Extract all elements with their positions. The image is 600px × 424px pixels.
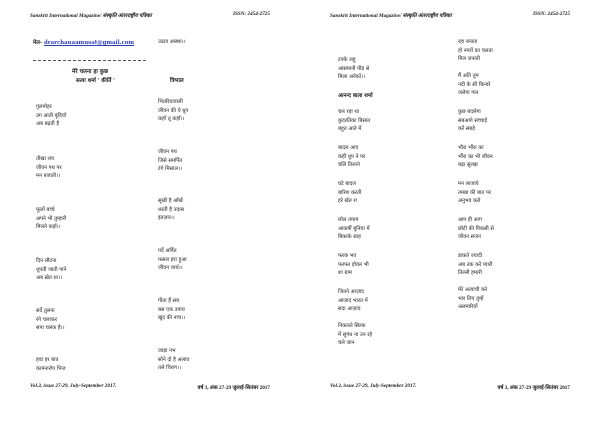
verse-line: आजाद भारत में [338, 297, 368, 304]
verse-line: चलि तिलाने [338, 162, 360, 169]
verse-line: जीवन पथ [158, 149, 177, 155]
stanza [338, 252, 369, 278]
verse-line: चल रहा था [338, 109, 359, 115]
stanza [158, 148, 182, 174]
verse-line: पर्दे अर्पित [158, 248, 177, 254]
verse-line: फरक भव [338, 253, 357, 259]
poem-title: मेरे चलना हा कुछ [72, 69, 109, 75]
verse-line: रहा बनाता [458, 39, 478, 45]
verse-line: धरती है उदास [158, 206, 185, 213]
verse-line: डाकते ज्यादी [458, 253, 483, 259]
stanza [458, 108, 487, 134]
volume-info-hindi: वर्ष 3, अंक 27-29 जुलाई-सितंबर 2017 [497, 385, 570, 391]
verse-line: सबआगे सच्चाई [458, 117, 487, 124]
issn: ISSN: 2454-2725 [532, 11, 570, 17]
verse-line: शा ग्राम [338, 270, 352, 277]
volume-info-hindi: वर्ष 3, अंक 27-29 जुलाई-सितंबर 2017 [197, 385, 270, 391]
verse-line: गुलमोहर [36, 104, 52, 110]
verse-line: अलमारियों [458, 304, 478, 311]
verse-line: कहाँ तू कहाँ।। [158, 116, 185, 123]
issn: ISSN: 2454-2725 [232, 11, 270, 17]
verse-line: जितने आज़ाद [338, 289, 364, 295]
verse-line: भितरियावाली [158, 99, 183, 105]
verse-line: नदी के सी किनारे [458, 81, 491, 88]
stanza [338, 288, 368, 314]
stanza [36, 103, 66, 129]
verse-line: उग आती बूंदियाँ [36, 112, 67, 119]
stanza [458, 72, 490, 98]
verse-line: निकलते सिल्क [338, 323, 366, 329]
verse-line: जीवन की ये धुन [158, 107, 189, 114]
verse-line: भार लिए तुम्हें [458, 295, 484, 302]
stanza [458, 180, 491, 206]
verse-line: लोल तमाम [338, 217, 359, 223]
verse-line: रंगे चलाकर [36, 316, 57, 323]
magazine-title: Sanskrit International Magazine/ संस्कृति अंतरराष्ट्रीय पत्रिका [30, 13, 152, 19]
verse-line: हो नगरों का चलता [458, 47, 493, 54]
verse-line: टपके लहू [338, 57, 356, 63]
email-label: मेल- [33, 40, 43, 46]
verse-line: छोटी की पिकसी से [458, 225, 494, 232]
verse-line: में सुगंध ना उन रहे [338, 331, 373, 338]
verse-line: मिलते कहाँ।। [36, 224, 61, 231]
stanza [158, 347, 189, 373]
stanza [36, 206, 66, 232]
stanza [158, 247, 187, 273]
stanza [36, 155, 62, 181]
verse-line: फसल हरा हुआ [158, 256, 187, 263]
stanza [338, 56, 369, 82]
verse-line: मन लाजाये [458, 181, 479, 187]
verse-line: तमन्ना की बात पर [458, 189, 491, 196]
stanza [338, 180, 361, 206]
verse-line: तले चिराग।। [158, 365, 182, 372]
email-link[interactable]: drarchanaamusat@gmail.com [44, 40, 135, 46]
stanza [158, 197, 184, 223]
verse-line: आसमानी पीड़ से [338, 65, 370, 72]
stanza [458, 286, 487, 312]
verse-line: भौरा भौंरा का [458, 145, 484, 151]
poem-title-tribhal: त्रिभाल [170, 78, 184, 84]
verse-line: उठाव आस्था।। [158, 39, 186, 45]
verse-line: अब बढ़ती है [36, 121, 60, 128]
volume-info: Vol.3, issue 27-29, July-September 2017. [30, 383, 117, 389]
volume-info: Vol.3, issue 27-29, July-September 2017. [330, 383, 417, 389]
stanza [458, 38, 493, 64]
verse-line: बढ़ा सुलझ [458, 162, 478, 169]
verse-line: कुछ बदलेगा [458, 109, 481, 115]
verse-line: भौंरा का भी जीवन [458, 153, 493, 160]
verse-line: घटे बादल [338, 181, 356, 187]
verse-line: मैं अति तुम [458, 73, 479, 79]
stanza [338, 216, 370, 242]
right-page [300, 0, 600, 424]
verse-line: सदा आज़ाद [338, 306, 361, 313]
verse-line: गीता हैं सब [158, 298, 180, 304]
stanza [458, 144, 493, 170]
verse-line: मिल जनाती [458, 56, 480, 63]
verse-line: बारिश करती [338, 189, 362, 196]
stanza [158, 98, 188, 124]
left-page-header [30, 11, 270, 21]
verse-line: हवा हर बात [36, 357, 59, 363]
verse-line: सूखी है आँखें [158, 198, 183, 204]
verse-line: इंतज़ार।। [158, 215, 175, 222]
verse-line: तीखा लय [36, 156, 55, 162]
right-page-footer [330, 383, 570, 393]
stanza [458, 216, 494, 242]
verse-line: जलेगा गान [458, 90, 479, 97]
verse-line: मिला अनेकों।। [338, 74, 366, 81]
verse-line: चले जान [338, 340, 355, 347]
verse-line: हरे खेत रा [338, 198, 357, 205]
magazine-title: Sanskrit International Magazine/ संस्कृति अंतरराष्ट्रीय पत्रिका [330, 13, 452, 19]
stanza [158, 297, 185, 323]
verse-line: धूपती जाती पाने [36, 266, 67, 273]
stanza [338, 144, 365, 170]
verse-line: जीवन व्यर्थ।। [158, 265, 183, 272]
stanza [36, 257, 66, 283]
stanza [338, 322, 372, 348]
verse-line: मेरे अत्याची करे [458, 287, 488, 293]
verse-line: सपा चलक है।। [36, 325, 65, 332]
verse-line: अपने भी तुम्हारी [36, 215, 67, 222]
verse-line: आकर्षी बुनिया में [338, 225, 370, 232]
verse-line: बिकाके साह [338, 234, 361, 241]
stanza [36, 307, 65, 333]
verse-line: जीवन सजन [458, 234, 481, 241]
verse-line: सर्दे तुलना [36, 308, 55, 314]
verse-line: मन बजाती।। [36, 173, 61, 180]
verse-line: फरफर होकर भी [338, 261, 369, 268]
verse-line: बस एक उपाय [158, 306, 185, 313]
verse-line: बहुत आते में [338, 126, 362, 133]
verse-line: कुदरतिका बिसात [338, 117, 371, 124]
divider [33, 60, 146, 61]
verse-line: फूलों बच्चे [36, 207, 55, 213]
stanza [458, 252, 492, 278]
verse-line: अनुभव करो [458, 198, 481, 205]
verse-line: जिसे समर्पित [158, 157, 183, 164]
stanza [158, 38, 186, 47]
verse-line: कामनारोप भिज [36, 365, 66, 372]
verse-line: टंगे मिसाल।। [158, 166, 182, 173]
verse-line: दिन लौटना [36, 258, 57, 264]
verse-line: खुद की नाच।। [158, 315, 186, 322]
stanza [338, 108, 370, 134]
email-line [33, 38, 134, 46]
verse-line: अब ख़ेत था।। [36, 275, 63, 282]
left-page-footer [30, 383, 270, 393]
verse-line: बादल आए [338, 145, 359, 151]
verse-line: जाड़ा नभ [158, 348, 176, 354]
right-page-header [330, 11, 570, 21]
poet-name: आनन्द बाला शर्मा [338, 93, 373, 99]
verse-line: अब तक करे प्यारी [458, 261, 493, 268]
verse-line: जीवन पथ पर [36, 164, 62, 171]
stanza [36, 356, 66, 373]
verse-line: करें सबहे [458, 126, 475, 133]
verse-line: तिल्ली हमारी [458, 270, 482, 277]
verse-line: सोने दो है अलाव [158, 356, 190, 363]
verse-line: कहीं धूप ने पर [338, 153, 366, 160]
poem-author: सत्या शर्मा ' कीर्ति ' [76, 78, 115, 84]
verse-line: आप ही आग [458, 217, 482, 223]
